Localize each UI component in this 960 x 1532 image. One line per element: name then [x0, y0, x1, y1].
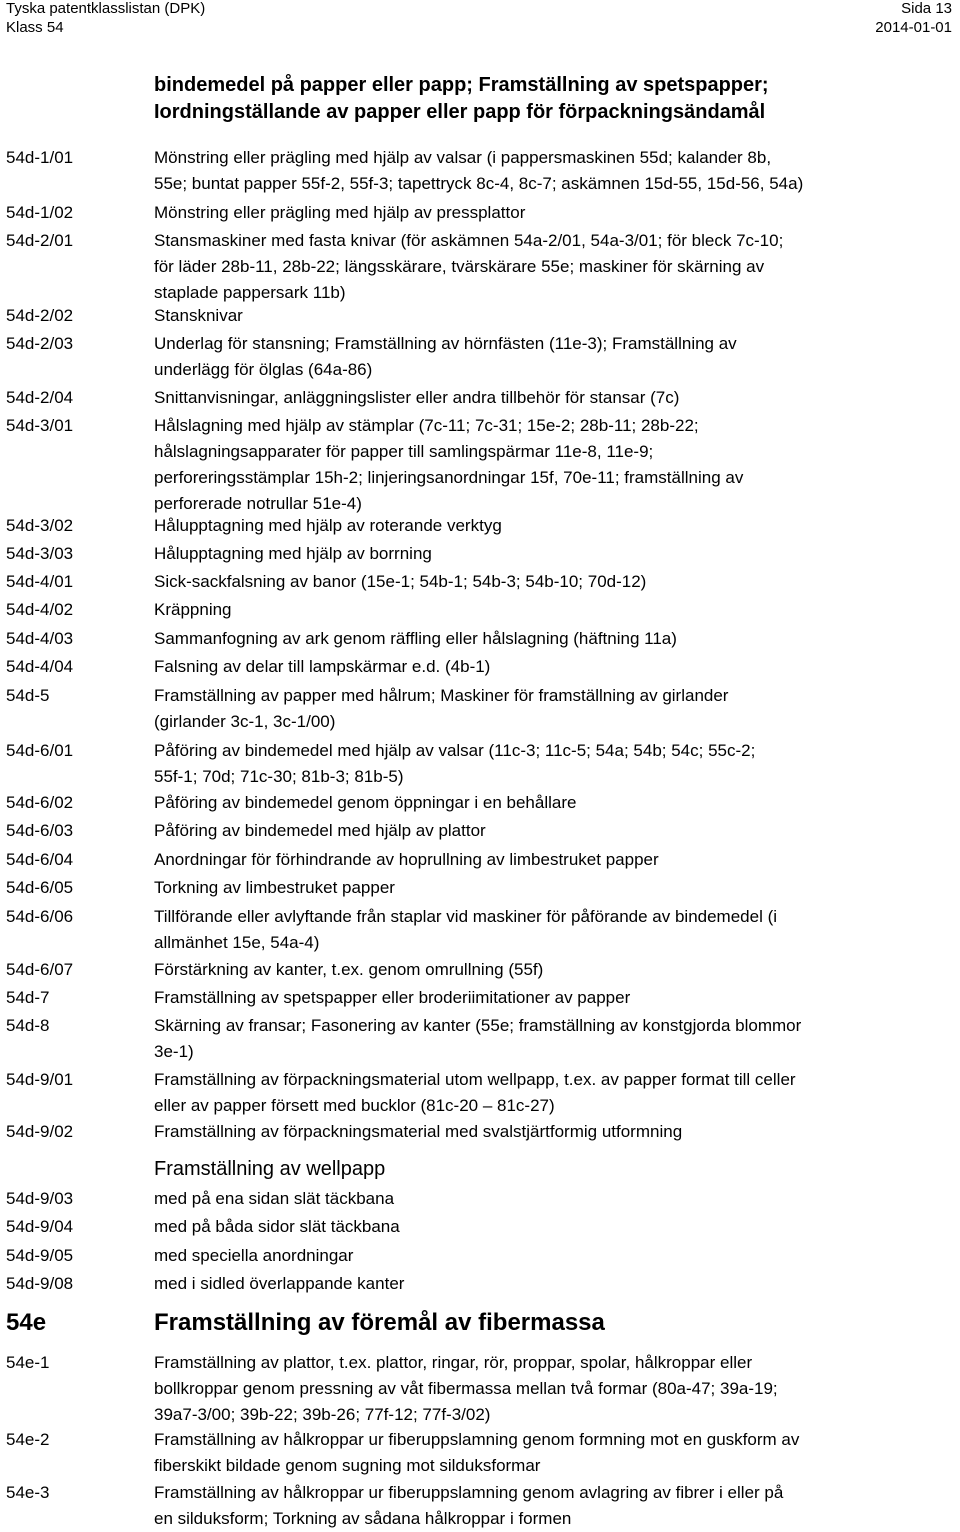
class-code: 54d-6/04 [6, 850, 74, 869]
description-line: Påföring av bindemedel med hjälp av plattor [154, 821, 486, 840]
class-entry [0, 413, 960, 517]
class-entry [0, 1480, 960, 1532]
class-description [154, 957, 958, 983]
class-code: 54d-9/01 [6, 1070, 74, 1089]
class-description [154, 1013, 958, 1065]
class-entry [0, 1119, 960, 1145]
class-code: 54d-6/07 [6, 960, 74, 979]
description-line: Torkning av limbestruket papper [154, 878, 395, 897]
klass-label: Klass 54 [6, 19, 64, 36]
class-code: 54d-9/04 [6, 1217, 74, 1236]
description-line: Mönstring eller prägling med hjälp av valsar (i pappersmaskinen 55d; kalander 8b, [154, 148, 772, 167]
class-entry [0, 1243, 960, 1269]
class-entry [0, 626, 960, 652]
class-code: 54d-9/03 [6, 1189, 74, 1208]
class-code: 54e-2 [6, 1430, 50, 1449]
class-code: 54d-2/04 [6, 388, 74, 407]
class-description [154, 1271, 958, 1297]
class-description [154, 541, 958, 567]
description-line: Kräppning [154, 600, 232, 619]
class-entry [0, 569, 960, 595]
description-line: Påföring av bindemedel genom öppningar i en behållare [154, 793, 577, 812]
description-line: Mönstring eller prägling med hjälp av pressplattor [154, 203, 526, 222]
class-entry [0, 1214, 960, 1240]
class-entry [0, 228, 960, 306]
class-code: 54e-3 [6, 1483, 50, 1502]
description-line: med på båda sidor slät täckbana [154, 1217, 400, 1236]
class-code: 54d-3/01 [6, 416, 74, 435]
description-line: Påföring av bindemedel med hjälp av valsar (11c-3; 11c-5; 54a; 54b; 54c; 55c-2; [154, 741, 756, 760]
class-description [154, 1480, 958, 1532]
subheading-wellpapp: Framställning av wellpapp [154, 1158, 386, 1180]
doc-date: 2014-01-01 [875, 19, 952, 36]
class-description [154, 1350, 958, 1428]
class-entry [0, 683, 960, 735]
description-line: perforerade notrullar 51e-4) [154, 494, 362, 513]
class-code: 54e-1 [6, 1353, 50, 1372]
description-line: Framställning av hålkroppar ur fiberuppslamning genom formning mot en guskform av [154, 1430, 800, 1449]
class-code: 54d-3/03 [6, 544, 74, 563]
class-entry [0, 1067, 960, 1119]
section-title-54e: Framställning av föremål av fibermassa [154, 1309, 605, 1336]
class-code: 54d-4/01 [6, 572, 74, 591]
description-line: 55e; buntat papper 55f-2, 55f-3; tapettryck 8c-4, 8c-7; askämnen 15d-55, 15d-56, 54a) [154, 174, 804, 193]
class-description [154, 738, 958, 790]
description-line: allmänhet 15e, 54a-4) [154, 933, 320, 952]
class-code: 54d-4/03 [6, 629, 74, 648]
class-description [154, 985, 958, 1011]
class-description [154, 385, 958, 411]
class-entry [0, 385, 960, 411]
class-entry [0, 985, 960, 1011]
class-entry [0, 303, 960, 329]
description-line: perforeringsstämplar 15h-2; linjeringsanordningar 15f, 70e-11; framställning av [154, 468, 744, 487]
class-code: 54d-9/02 [6, 1122, 74, 1141]
class-entry [0, 738, 960, 790]
description-line: Stansknivar [154, 306, 243, 325]
class-code: 54d-5 [6, 686, 50, 705]
class-entry [0, 200, 960, 226]
class-description [154, 875, 958, 901]
class-description [154, 847, 958, 873]
class-description [154, 818, 958, 844]
class-entry [0, 957, 960, 983]
class-entry [0, 1350, 960, 1428]
description-line: Framställning av spetspapper eller broderiimitationer av papper [154, 988, 631, 1007]
description-line: bollkroppar genom pressning av våt fibermassa mellan två formar (80a-47; 39a-19; [154, 1379, 778, 1398]
class-description [154, 1214, 958, 1240]
description-line: med i sidled överlappande kanter [154, 1274, 405, 1293]
class-entry [0, 513, 960, 539]
description-line: staplade pappersark 11b) [154, 283, 346, 302]
class-code: 54d-6/06 [6, 907, 74, 926]
description-line: Tillförande eller avlyftande från staplar vid maskiner för påförande av bindemedel (i [154, 907, 778, 926]
class-entry [0, 597, 960, 623]
class-entry [0, 818, 960, 844]
description-line: Förstärkning av kanter, t.ex. genom omrullning (55f) [154, 960, 544, 979]
class-code: 54d-2/01 [6, 231, 74, 250]
description-line: Stansmaskiner med fasta knivar (för askämnen 54a-2/01, 54a-3/01; för bleck 7c-10; [154, 231, 784, 250]
class-entry [0, 1186, 960, 1212]
description-line: för läder 28b-11, 28b-22; längsskärare, tvärskärare 55e; maskiner för skärning av [154, 257, 765, 276]
class-description [154, 145, 958, 197]
class-description [154, 413, 958, 517]
class-entry [0, 847, 960, 873]
class-description [154, 569, 958, 595]
class-code: 54d-8 [6, 1016, 50, 1035]
class-description [154, 904, 958, 956]
description-line: underlägg för ölglas (64a-86) [154, 360, 373, 379]
class-code: 54d-3/02 [6, 516, 74, 535]
description-line: Hålupptagning med hjälp av borrning [154, 544, 432, 563]
description-line: Framställning av papper med hålrum; Maskiner för framställning av girlander [154, 686, 729, 705]
class-entry [0, 875, 960, 901]
section-code-54e: 54e [6, 1309, 47, 1336]
class-entry [0, 1271, 960, 1297]
description-line: Framställning av hålkroppar ur fiberuppslamning genom avlagring av fibrer i eller på [154, 1483, 784, 1502]
class-code: 54d-4/04 [6, 657, 74, 676]
class-description [154, 1186, 958, 1212]
description-line: Snittanvisningar, anläggningslister eller andra tillbehör för stansar (7c) [154, 388, 680, 407]
class-entry [0, 145, 960, 197]
class-code: 54d-6/02 [6, 793, 74, 812]
class-entry [0, 1013, 960, 1065]
doc-title: Tyska patentklasslistan (DPK) [6, 0, 206, 17]
description-line: fiberskikt bildade genom sugning mot silduksformar [154, 1456, 541, 1475]
description-line: Hålslagning med hjälp av stämplar (7c-11; 7c-31; 15e-2; 28b-11; 28b-22; [154, 416, 699, 435]
class-code: 54d-4/02 [6, 600, 74, 619]
class-code: 54d-1/02 [6, 203, 74, 222]
class-code: 54d-2/03 [6, 334, 74, 353]
class-description [154, 1243, 958, 1269]
description-line: 3e-1) [154, 1042, 194, 1061]
class-entry [0, 790, 960, 816]
description-line: med speciella anordningar [154, 1246, 354, 1265]
class-description [154, 1119, 958, 1145]
section-title-line: Iordningställande av papper eller papp för förpackningsändamål [154, 101, 766, 123]
class-description [154, 200, 958, 226]
class-entry [0, 904, 960, 956]
class-code: 54d-2/02 [6, 306, 74, 325]
description-line: Underlag för stansning; Framställning av hörnfästen (11e-3); Framställning av [154, 334, 737, 353]
description-line: Sammanfogning av ark genom räffling eller hålslagning (häftning 11a) [154, 629, 677, 648]
class-code: 54d-9/08 [6, 1274, 74, 1293]
class-description [154, 683, 958, 735]
class-entry [0, 654, 960, 680]
description-line: 39a7-3/00; 39b-22; 39b-26; 77f-12; 77f-3/02) [154, 1405, 491, 1424]
description-line: 55f-1; 70d; 71c-30; 81b-3; 81b-5) [154, 767, 404, 786]
description-line: Framställning av förpackningsmaterial utom wellpapp, t.ex. av papper format till celler [154, 1070, 796, 1089]
description-line: med på ena sidan slät täckbana [154, 1189, 395, 1208]
description-line: Framställning av plattor, t.ex. plattor, ringar, rör, proppar, spolar, hålkroppar eller [154, 1353, 753, 1372]
class-description [154, 1427, 958, 1479]
description-line: hålslagningsapparater för papper till samlingspärmar 11e-8, 11e-9; [154, 442, 654, 461]
class-entry [0, 1427, 960, 1479]
description-line: en silduksform; Torkning av sådana hålkroppar i formen [154, 1509, 572, 1528]
description-line: eller av papper försett med bucklor (81c-20 – 81c-27) [154, 1096, 555, 1115]
class-description [154, 654, 958, 680]
class-description [154, 790, 958, 816]
class-entry [0, 331, 960, 383]
class-code: 54d-6/03 [6, 821, 74, 840]
class-description [154, 1067, 958, 1119]
class-description [154, 626, 958, 652]
class-description [154, 303, 958, 329]
class-code: 54d-1/01 [6, 148, 74, 167]
class-code: 54d-6/05 [6, 878, 74, 897]
class-code: 54d-9/05 [6, 1246, 74, 1265]
description-line: Hålupptagning med hjälp av roterande verktyg [154, 516, 502, 535]
class-code: 54d-6/01 [6, 741, 74, 760]
section-title-line: bindemedel på papper eller papp; Framställning av spetspapper; [154, 74, 769, 96]
description-line: Skärning av fransar; Fasonering av kanter (55e; framställning av konstgjorda blommor [154, 1016, 802, 1035]
class-description [154, 597, 958, 623]
class-entry [0, 541, 960, 567]
class-description [154, 513, 958, 539]
description-line: (girlander 3c-1, 3c-1/00) [154, 712, 336, 731]
section-title [154, 72, 954, 126]
description-line: Falsning av delar till lampskärmar e.d. (4b-1) [154, 657, 491, 676]
page-number: Sida 13 [901, 0, 952, 17]
description-line: Anordningar för förhindrande av hoprullning av limbestruket papper [154, 850, 659, 869]
class-code: 54d-7 [6, 988, 50, 1007]
class-description [154, 228, 958, 306]
class-description [154, 331, 958, 383]
description-line: Framställning av förpackningsmaterial med svalstjärtformig utformning [154, 1122, 683, 1141]
description-line: Sick-sackfalsning av banor (15e-1; 54b-1; 54b-3; 54b-10; 70d-12) [154, 572, 647, 591]
